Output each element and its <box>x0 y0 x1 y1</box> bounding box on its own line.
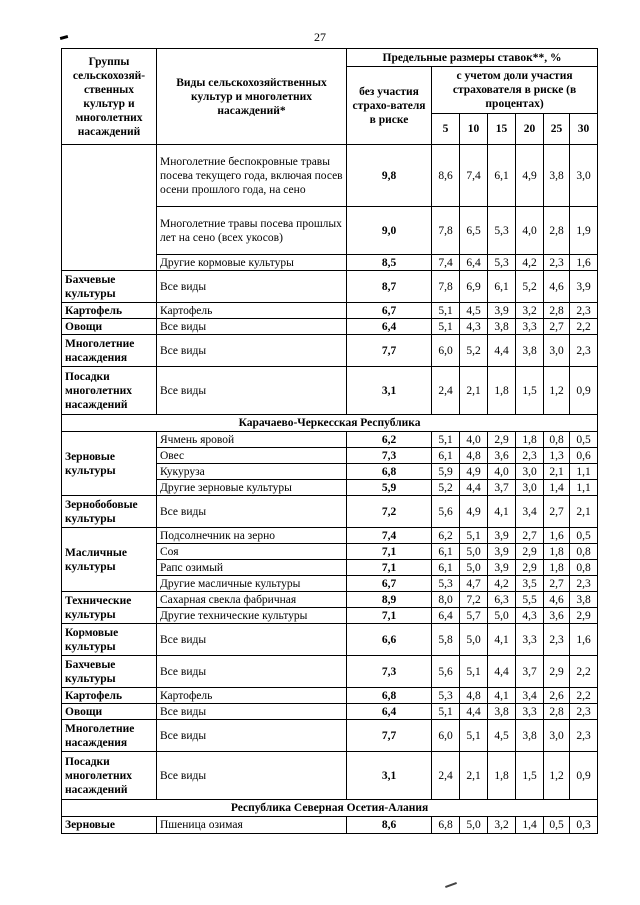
rate-cell: 4,6 <box>544 592 570 608</box>
group-cell: Масличные культуры <box>62 528 157 592</box>
base-rate-cell: 8,7 <box>347 271 432 303</box>
header-base: без участия страхо-вателя в риске <box>347 67 432 145</box>
rate-cell: 5,5 <box>516 592 544 608</box>
rate-cell: 0,9 <box>570 367 598 415</box>
rate-cell: 3,7 <box>516 656 544 688</box>
rate-cell: 1,1 <box>570 464 598 480</box>
rate-cell: 2,1 <box>460 367 488 415</box>
base-rate-cell: 8,9 <box>347 592 432 608</box>
table-row <box>62 592 598 608</box>
rate-cell: 5,7 <box>460 608 488 624</box>
table-row <box>62 817 598 834</box>
group-cell: Многолетние насаждения <box>62 720 157 752</box>
rate-cell: 7,4 <box>432 255 460 271</box>
header-limits: Предельные размеры ставок**, % <box>347 49 598 67</box>
rate-cell: 5,8 <box>432 624 460 656</box>
table-row <box>62 704 598 720</box>
rate-cell: 2,3 <box>544 624 570 656</box>
rate-cell: 1,5 <box>516 752 544 800</box>
rate-cell: 2,1 <box>460 752 488 800</box>
base-rate-cell: 5,9 <box>347 480 432 496</box>
base-rate-cell: 7,1 <box>347 544 432 560</box>
rate-cell: 2,1 <box>570 496 598 528</box>
rate-cell: 4,0 <box>516 207 544 255</box>
type-cell: Все виды <box>157 624 347 656</box>
rate-cell: 3,0 <box>544 335 570 367</box>
rate-cell: 2,9 <box>544 656 570 688</box>
table-row <box>62 319 598 335</box>
type-cell: Другие зерновые культуры <box>157 480 347 496</box>
rate-cell: 1,4 <box>516 817 544 834</box>
rate-cell: 0,3 <box>570 817 598 834</box>
rates-table <box>61 48 598 834</box>
rate-cell: 5,1 <box>432 704 460 720</box>
rate-cell: 5,6 <box>432 656 460 688</box>
rate-cell: 5,2 <box>432 480 460 496</box>
rate-cell: 2,2 <box>570 688 598 704</box>
rate-cell: 5,1 <box>432 432 460 448</box>
rate-cell: 1,1 <box>570 480 598 496</box>
rate-cell: 4,4 <box>488 656 516 688</box>
rate-cell: 0,8 <box>544 432 570 448</box>
group-cell: Многолетние насаждения <box>62 335 157 367</box>
base-rate-cell: 6,8 <box>347 464 432 480</box>
rate-cell: 2,9 <box>488 432 516 448</box>
base-rate-cell: 9,8 <box>347 145 432 207</box>
rate-cell: 3,3 <box>516 319 544 335</box>
rate-cell: 3,9 <box>488 528 516 544</box>
rate-cell: 2,9 <box>516 544 544 560</box>
rate-cell: 5,0 <box>460 560 488 576</box>
rate-cell: 2,8 <box>544 207 570 255</box>
type-cell: Картофель <box>157 688 347 704</box>
rate-cell: 3,3 <box>516 624 544 656</box>
header-types: Виды сельскохозяйственных культур и многолетних насаждений* <box>157 49 347 145</box>
base-rate-cell: 7,2 <box>347 496 432 528</box>
scan-mark <box>445 882 457 888</box>
table-row <box>62 720 598 752</box>
rate-cell: 4,3 <box>516 608 544 624</box>
rate-cell: 2,2 <box>570 656 598 688</box>
rate-cell: 3,5 <box>516 576 544 592</box>
rate-cell: 5,2 <box>516 271 544 303</box>
rate-cell: 5,0 <box>460 544 488 560</box>
group-cell: Зерновые <box>62 817 157 834</box>
group-cell: Овощи <box>62 319 157 335</box>
rate-cell: 4,3 <box>460 319 488 335</box>
base-rate-cell: 6,2 <box>347 432 432 448</box>
table-row <box>62 271 598 303</box>
rate-cell: 4,4 <box>488 335 516 367</box>
base-rate-cell: 3,1 <box>347 367 432 415</box>
rate-cell: 4,8 <box>460 688 488 704</box>
rate-cell: 2,9 <box>570 608 598 624</box>
base-rate-cell: 6,7 <box>347 303 432 319</box>
rate-cell: 2,3 <box>570 720 598 752</box>
type-cell: Кукуруза <box>157 464 347 480</box>
rate-cell: 3,7 <box>488 480 516 496</box>
region-title: Республика Северная Осетия-Алания <box>62 800 598 817</box>
rate-cell: 1,8 <box>544 560 570 576</box>
rate-cell: 4,9 <box>460 496 488 528</box>
type-cell: Овес <box>157 448 347 464</box>
type-cell: Многолетние беспокровные травы посева текущего года, включая посев осени прошлого года, на сено <box>157 145 347 207</box>
group-cell: Кормовые культуры <box>62 624 157 656</box>
rate-cell: 3,6 <box>544 608 570 624</box>
rate-cell: 2,8 <box>544 704 570 720</box>
table-row <box>62 335 598 367</box>
type-cell: Рапс озимый <box>157 560 347 576</box>
group-cell: Посадки многолетних насаждений <box>62 752 157 800</box>
type-cell: Другие кормовые культуры <box>157 255 347 271</box>
table-body <box>62 145 598 834</box>
group-cell <box>62 145 157 271</box>
rate-cell: 7,4 <box>460 145 488 207</box>
rate-cell: 4,6 <box>544 271 570 303</box>
rate-cell: 6,1 <box>488 145 516 207</box>
rate-cell: 2,7 <box>544 496 570 528</box>
rate-cell: 4,9 <box>516 145 544 207</box>
rate-cell: 4,1 <box>488 688 516 704</box>
rate-cell: 2,9 <box>516 560 544 576</box>
rate-cell: 1,6 <box>570 255 598 271</box>
rate-cell: 2,3 <box>570 576 598 592</box>
rate-cell: 0,6 <box>570 448 598 464</box>
rate-cell: 4,0 <box>488 464 516 480</box>
rate-cell: 8,0 <box>432 592 460 608</box>
base-rate-cell: 7,4 <box>347 528 432 544</box>
rate-cell: 7,8 <box>432 207 460 255</box>
rate-cell: 6,8 <box>432 817 460 834</box>
rate-cell: 2,1 <box>544 464 570 480</box>
rate-cell: 8,6 <box>432 145 460 207</box>
rate-cell: 5,0 <box>488 608 516 624</box>
rate-cell: 6,1 <box>432 448 460 464</box>
rate-cell: 1,4 <box>544 480 570 496</box>
table-row <box>62 752 598 800</box>
rate-cell: 2,4 <box>432 752 460 800</box>
base-rate-cell: 7,7 <box>347 335 432 367</box>
rate-cell: 0,8 <box>570 560 598 576</box>
header-pct: 5 <box>432 114 460 145</box>
region-title: Карачаево-Черкесская Республика <box>62 415 598 432</box>
rate-cell: 2,4 <box>432 367 460 415</box>
type-cell: Все виды <box>157 704 347 720</box>
rate-cell: 2,3 <box>570 303 598 319</box>
rate-cell: 3,9 <box>570 271 598 303</box>
type-cell: Ячмень яровой <box>157 432 347 448</box>
base-rate-cell: 6,8 <box>347 688 432 704</box>
type-cell: Все виды <box>157 367 347 415</box>
rate-cell: 3,0 <box>570 145 598 207</box>
region-row <box>62 800 598 817</box>
type-cell: Все виды <box>157 720 347 752</box>
type-cell: Подсолнечник на зерно <box>157 528 347 544</box>
rate-cell: 1,8 <box>516 432 544 448</box>
page-number: 27 <box>314 30 326 44</box>
type-cell: Все виды <box>157 656 347 688</box>
rate-cell: 4,5 <box>488 720 516 752</box>
type-cell: Картофель <box>157 303 347 319</box>
rate-cell: 3,8 <box>570 592 598 608</box>
rate-cell: 1,3 <box>544 448 570 464</box>
base-rate-cell: 8,6 <box>347 817 432 834</box>
rate-cell: 0,9 <box>570 752 598 800</box>
type-cell: Все виды <box>157 752 347 800</box>
type-cell: Все виды <box>157 319 347 335</box>
rate-cell: 4,1 <box>488 624 516 656</box>
rate-cell: 0,8 <box>570 544 598 560</box>
rate-cell: 5,1 <box>432 319 460 335</box>
type-cell: Пшеница озимая <box>157 817 347 834</box>
rate-cell: 3,4 <box>516 688 544 704</box>
type-cell: Соя <box>157 544 347 560</box>
type-cell: Все виды <box>157 271 347 303</box>
rate-cell: 4,7 <box>460 576 488 592</box>
base-rate-cell: 9,0 <box>347 207 432 255</box>
table-row <box>62 432 598 448</box>
rate-cell: 6,2 <box>432 528 460 544</box>
rate-cell: 5,1 <box>432 303 460 319</box>
rate-cell: 3,0 <box>544 720 570 752</box>
rate-cell: 3,3 <box>516 704 544 720</box>
group-cell: Посадки многолетних насаждений <box>62 367 157 415</box>
rate-cell: 5,3 <box>432 688 460 704</box>
rate-cell: 5,2 <box>460 335 488 367</box>
rate-cell: 4,5 <box>460 303 488 319</box>
table-row <box>62 656 598 688</box>
base-rate-cell: 7,3 <box>347 656 432 688</box>
rate-cell: 5,1 <box>460 656 488 688</box>
table-row <box>62 528 598 544</box>
rate-cell: 4,2 <box>516 255 544 271</box>
rate-cell: 2,7 <box>544 576 570 592</box>
rate-cell: 1,2 <box>544 367 570 415</box>
rate-cell: 4,0 <box>460 432 488 448</box>
rate-cell: 4,2 <box>488 576 516 592</box>
rate-cell: 4,1 <box>488 496 516 528</box>
rate-cell: 2,2 <box>570 319 598 335</box>
rate-cell: 1,5 <box>516 367 544 415</box>
table-row <box>62 367 598 415</box>
table-row <box>62 145 598 207</box>
rate-cell: 1,2 <box>544 752 570 800</box>
rate-cell: 1,6 <box>544 528 570 544</box>
base-rate-cell: 7,7 <box>347 720 432 752</box>
rate-cell: 6,1 <box>488 271 516 303</box>
base-rate-cell: 6,4 <box>347 319 432 335</box>
group-cell: Бахчевые культуры <box>62 656 157 688</box>
header-pct: 15 <box>488 114 516 145</box>
base-rate-cell: 7,1 <box>347 560 432 576</box>
header-pct: 20 <box>516 114 544 145</box>
rate-cell: 6,1 <box>432 560 460 576</box>
rate-cell: 1,9 <box>570 207 598 255</box>
rate-cell: 3,4 <box>516 496 544 528</box>
header-groups: Группы сельскохозяй-ственных культур и многолетних насаждений <box>62 49 157 145</box>
table-row <box>62 496 598 528</box>
header-pct: 10 <box>460 114 488 145</box>
group-cell: Технические культуры <box>62 592 157 624</box>
type-cell: Все виды <box>157 496 347 528</box>
rate-cell: 7,8 <box>432 271 460 303</box>
rate-cell: 3,2 <box>488 817 516 834</box>
rate-cell: 2,3 <box>516 448 544 464</box>
rate-cell: 0,5 <box>570 432 598 448</box>
rate-cell: 3,2 <box>516 303 544 319</box>
rate-cell: 2,7 <box>516 528 544 544</box>
rate-cell: 0,5 <box>544 817 570 834</box>
base-rate-cell: 6,7 <box>347 576 432 592</box>
rate-cell: 5,9 <box>432 464 460 480</box>
rate-cell: 3,8 <box>516 335 544 367</box>
rate-cell: 1,6 <box>570 624 598 656</box>
rate-cell: 5,0 <box>460 624 488 656</box>
rate-cell: 2,3 <box>570 335 598 367</box>
base-rate-cell: 6,6 <box>347 624 432 656</box>
group-cell: Овощи <box>62 704 157 720</box>
rate-cell: 3,8 <box>488 704 516 720</box>
rate-cell: 3,8 <box>488 319 516 335</box>
header-share: с учетом доли участия страхователя в риске (в процентах) <box>432 67 598 114</box>
rate-cell: 3,8 <box>544 145 570 207</box>
type-cell: Другие технические культуры <box>157 608 347 624</box>
rate-cell: 6,9 <box>460 271 488 303</box>
group-cell: Картофель <box>62 303 157 319</box>
table-row <box>62 303 598 319</box>
rate-cell: 5,6 <box>432 496 460 528</box>
rate-cell: 4,4 <box>460 704 488 720</box>
rate-cell: 6,4 <box>460 255 488 271</box>
rate-cell: 7,2 <box>460 592 488 608</box>
header-pct: 30 <box>570 114 598 145</box>
header-pct: 25 <box>544 114 570 145</box>
rate-cell: 4,8 <box>460 448 488 464</box>
rate-cell: 5,0 <box>460 817 488 834</box>
rate-cell: 5,3 <box>488 255 516 271</box>
rate-cell: 1,8 <box>488 752 516 800</box>
rate-cell: 5,1 <box>460 720 488 752</box>
rate-cell: 3,0 <box>516 464 544 480</box>
rate-cell: 2,6 <box>544 688 570 704</box>
rate-cell: 1,8 <box>544 544 570 560</box>
table-row <box>62 624 598 656</box>
rate-cell: 1,8 <box>488 367 516 415</box>
rate-cell: 3,9 <box>488 303 516 319</box>
rate-cell: 4,4 <box>460 480 488 496</box>
rate-cell: 5,3 <box>432 576 460 592</box>
rate-cell: 6,1 <box>432 544 460 560</box>
rate-cell: 3,0 <box>516 480 544 496</box>
rate-cell: 2,7 <box>544 319 570 335</box>
type-cell: Все виды <box>157 335 347 367</box>
rate-cell: 3,8 <box>516 720 544 752</box>
group-cell: Картофель <box>62 688 157 704</box>
group-cell: Бахчевые культуры <box>62 271 157 303</box>
rate-cell: 3,9 <box>488 544 516 560</box>
rate-cell: 3,6 <box>488 448 516 464</box>
type-cell: Другие масличные культуры <box>157 576 347 592</box>
rate-cell: 2,3 <box>570 704 598 720</box>
base-rate-cell: 8,5 <box>347 255 432 271</box>
group-cell: Зерновые культуры <box>62 432 157 496</box>
rate-cell: 6,3 <box>488 592 516 608</box>
base-rate-cell: 3,1 <box>347 752 432 800</box>
rate-cell: 6,5 <box>460 207 488 255</box>
table-row <box>62 688 598 704</box>
rate-cell: 3,9 <box>488 560 516 576</box>
rate-cell: 5,1 <box>460 528 488 544</box>
rate-cell: 2,3 <box>544 255 570 271</box>
base-rate-cell: 7,1 <box>347 608 432 624</box>
base-rate-cell: 7,3 <box>347 448 432 464</box>
group-cell: Зернобобовые культуры <box>62 496 157 528</box>
rate-cell: 6,4 <box>432 608 460 624</box>
base-rate-cell: 6,4 <box>347 704 432 720</box>
rate-cell: 5,3 <box>488 207 516 255</box>
rate-cell: 6,0 <box>432 335 460 367</box>
rate-cell: 6,0 <box>432 720 460 752</box>
region-row <box>62 415 598 432</box>
rate-cell: 4,9 <box>460 464 488 480</box>
type-cell: Многолетние травы посева прошлых лет на сено (всех укосов) <box>157 207 347 255</box>
rate-cell: 2,8 <box>544 303 570 319</box>
rate-cell: 0,5 <box>570 528 598 544</box>
type-cell: Сахарная свекла фабричная <box>157 592 347 608</box>
